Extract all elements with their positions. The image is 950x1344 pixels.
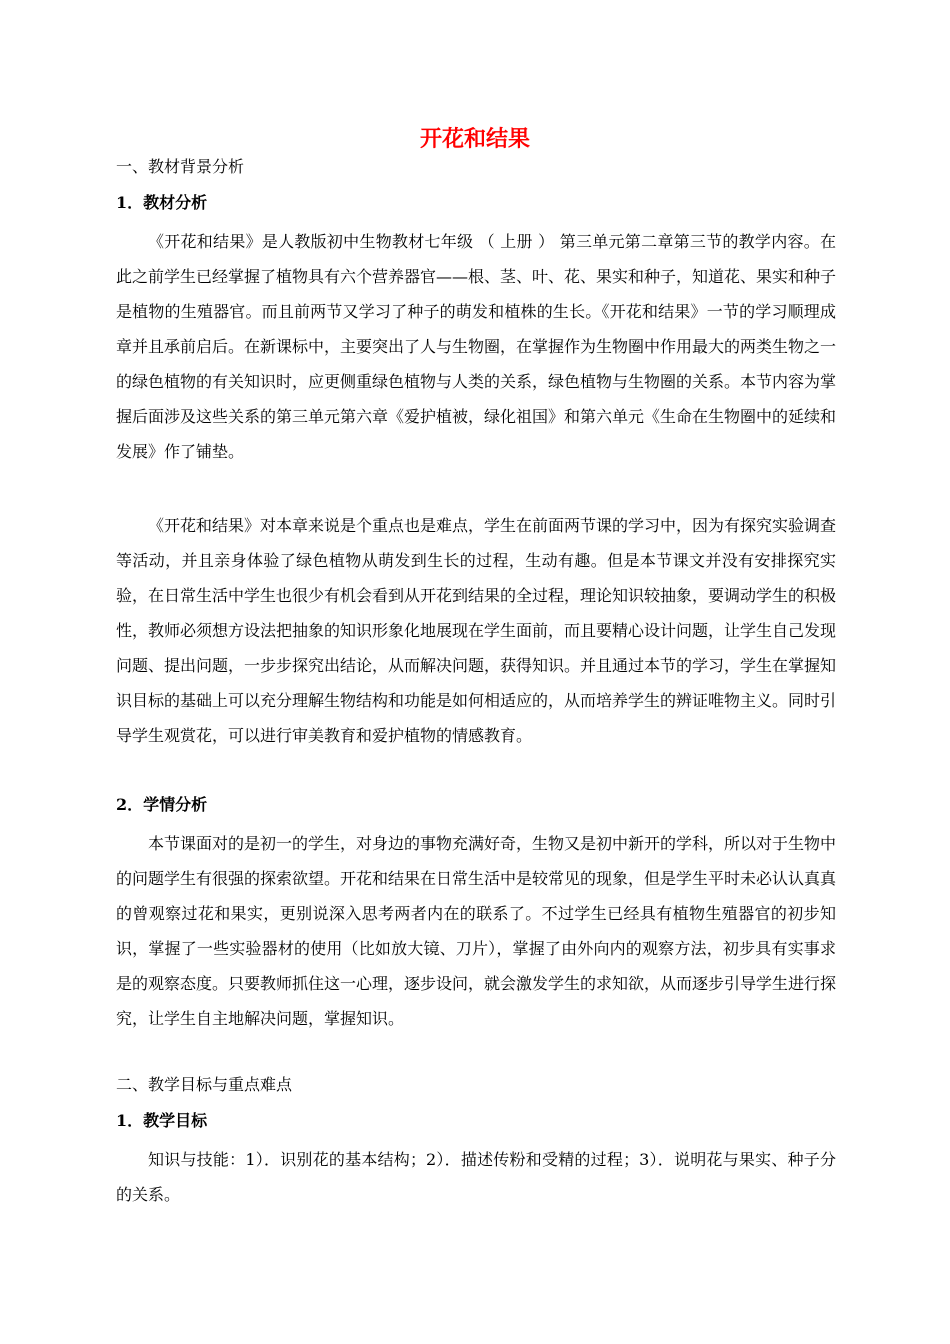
subheading-material-analysis: 1．教材分析 <box>116 193 208 212</box>
section-heading-objectives: 二、教学目标与重点难点 <box>116 1075 293 1094</box>
document-title: 开花和结果 <box>419 127 530 152</box>
paragraph-student-analysis: 本节课面对的是初一的学生，对身边的事物充满好奇，生物又是初中新开的学科，所以对于生物中的问题学生有很强的探索欲望。开花和结果在日常生活中是较常见的现象，但是学生平时未必认认真真的曾观察过花和果实，更别说深入思考两者内在的联系了。不过学生已经具有植物生殖器官的初步知识，掌握了一些实验器材的使用（比如放大镜、刀片），掌握了由外向内的观察方法，初步具有实事求是的观察态度。只要教师抓住这一心理，逐步设问，就会激发学生的求知欲，从而逐步引导学生进行探究，让学生自主地解决问题，掌握知识。 <box>116 834 837 1028</box>
section-heading-background: 一、教材背景分析 <box>116 157 245 176</box>
paragraph-material-analysis: 《开花和结果》是人教版初中生物教材七年级 （ 上册 ） 第三单元第二章第三节的教学内容。在此之前学生已经掌握了植物具有六个营养器官——根、茎、叶、花、果实和种子，知道花、果实和种子是植物的生殖器官。而且前两节又学习了种子的萌发和植株的生长。《开花和结果》一节的学习顺理成章并且承前启后。在新课标中，主要突出了人与生物圈，在掌握作为生物圈中作用最大的两类生物之一的绿色植物的有关知识时，应更侧重绿色植物与人类的关系，绿色植物与生物圈的关系。本节内容为掌握后面涉及这些关系的第三单元第六章《爱护植被，绿化祖国》和第六单元《生命在生物圈中的延续和发展》作了铺垫。 <box>116 232 837 461</box>
paragraph-key-difficulty: 《开花和结果》对本章来说是个重点也是难点，学生在前面两节课的学习中，因为有探究实验调查等活动，并且亲身体验了绿色植物从萌发到生长的过程，生动有趣。但是本节课文并没有安排探究实验，在日常生活中学生也很少有机会看到从开花到结果的全过程，理论知识较抽象，要调动学生的积极性，教师必须想方设法把抽象的知识形象化地展现在学生面前，而且要精心设计问题，让学生自己发现问题、提出问题，一步步探究出结论，从而解决问题，获得知识。并且通过本节的学习，学生在掌握知识目标的基础上可以充分理解生物结构和功能是如何相适应的，从而培养学生的辨证唯物主义。同时引导学生观赏花，可以进行审美教育和爱护植物的情感教育。 <box>116 516 837 745</box>
subheading-teaching-objectives: 1．教学目标 <box>116 1111 208 1130</box>
paragraph-knowledge-skills: 知识与技能：1）．识别花的基本结构；2）．描述传粉和受精的过程；3）．说明花与果实、种子分的关系。 <box>116 1150 836 1204</box>
subheading-student-analysis: 2．学情分析 <box>116 795 208 814</box>
